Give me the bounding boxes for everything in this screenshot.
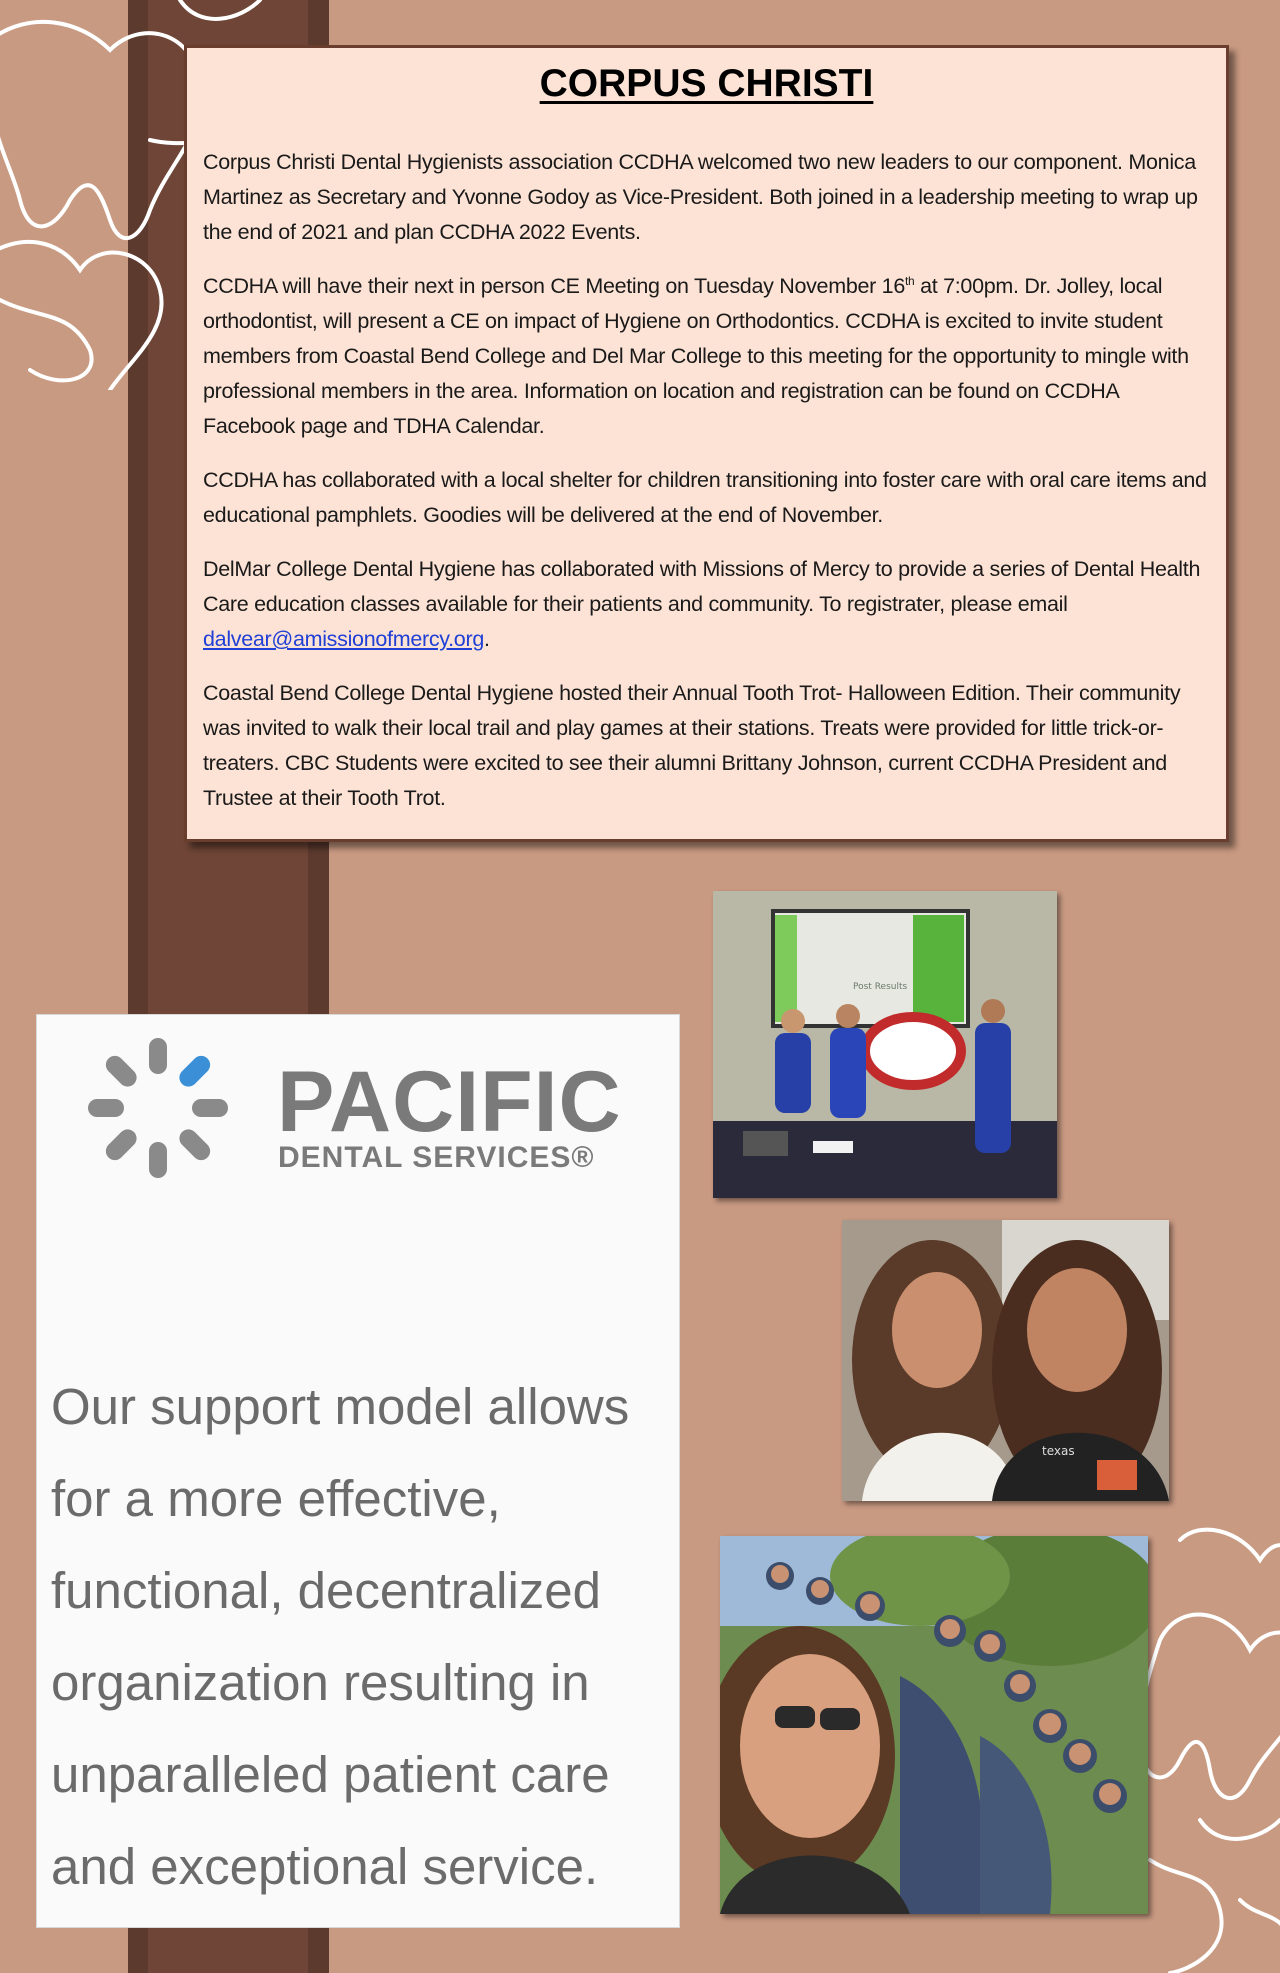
article-body <box>203 145 1215 835</box>
article-title: CORPUS CHRISTI <box>539 62 874 105</box>
slide-text: Post Results <box>853 982 908 992</box>
paragraph-new-leaders: Corpus Christi Dental Hygienists association CCDHA welcomed two new leaders to our component. Monica Martinez as Secretary and Yvonne Godoy as Vice-President. Both joined in a leadership meeting to wrap up the end of 2021 and plan CCDHA 2022 Events. <box>203 150 1198 244</box>
pacific-dental-logo-icon <box>83 1033 233 1183</box>
brand-name: PACIFIC <box>277 1054 622 1150</box>
ce-meeting-text-end: at 7:00pm. Dr. Jolley, local orthodontist, will present a CE on impact of Hygiene on Orthodontics. CCDHA is excited to invite student members from Coastal Bend College and Del Mar College to this meeting for the opportunity to mingle with professional members in the area. Information on location and registration can be found on CCDHA Facebook page and TDHA Calendar. <box>203 274 1189 438</box>
tooth-outline-decoration-bottom-right <box>1140 1520 1280 1973</box>
shirt-text: texas <box>1042 1444 1075 1458</box>
paragraph-tooth-trot: Coastal Bend College Dental Hygiene hosted their Annual Tooth Trot- Halloween Edition. Their community was invited to walk their local trail and play games at their stations. Treats were provided for little trick-or-treaters. CBC Students were excited to see their alumni Brittany Johnson, current CCDHA President and Trustee at their Tooth Trot. <box>203 681 1181 810</box>
email-link[interactable]: dalvear@amissionofmercy.org <box>203 627 484 651</box>
ad-tagline: Our support model allows for a more effective, functional, decentralized organization resulting in unparalleled patient care and exceptional service. <box>51 1378 630 1895</box>
corpus-christi-article <box>184 45 1229 842</box>
photo-group-tooth-trot <box>720 1536 1148 1914</box>
paragraph-ce-meeting <box>203 269 1215 444</box>
ordinal-suffix: th <box>905 273 915 288</box>
delmar-text-end: . <box>484 627 490 651</box>
photo-ce-presentation <box>713 891 1057 1198</box>
paragraph-delmar <box>203 552 1215 657</box>
delmar-text: DelMar College Dental Hygiene has collaborated with Missions of Mercy to provide a series of Dental Health Care education classes available for their patients and community. To registrater, please email <box>203 557 1201 616</box>
paragraph-shelter: CCDHA has collaborated with a local shelter for children transitioning into foster care with oral care items and educational pamphlets. Goodies will be delivered at the end of November. <box>203 468 1207 527</box>
pacific-dental-ad <box>36 1014 680 1928</box>
brand-subtitle: DENTAL SERVICES® <box>278 1141 595 1174</box>
photo-selfie-two-women <box>842 1220 1169 1501</box>
ce-meeting-text-start: CCDHA will have their next in person CE Meeting on Tuesday November 16 <box>203 274 905 298</box>
